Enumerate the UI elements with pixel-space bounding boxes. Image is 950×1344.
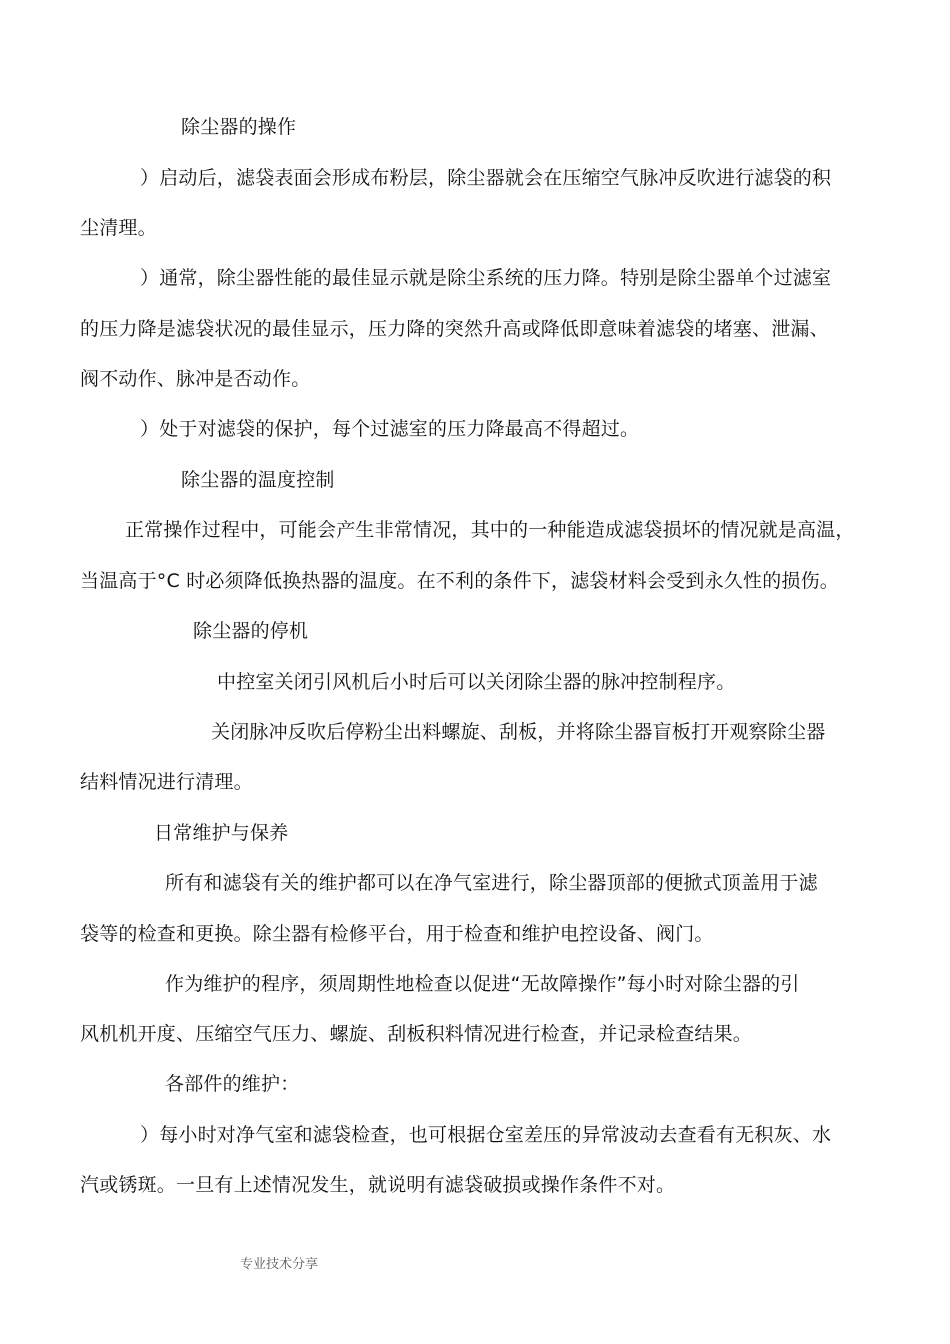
paragraph-line: 当温高于°C 时必须降低换热器的温度。在不利的条件下，滤袋材料会受到永久性的损伤。	[80, 570, 840, 592]
heading-shutdown: 除尘器的停机	[193, 620, 309, 642]
paragraph-line: ）通常，除尘器性能的最佳显示就是除尘系统的压力降。特别是除尘器单个过滤室	[140, 267, 832, 289]
paragraph-line: 汽或锈斑。一旦有上述情况发生，就说明有滤袋破损或操作条件不对。	[80, 1174, 676, 1196]
paragraph-line: 所有和滤袋有关的维护都可以在净气室进行，除尘器顶部的便掀式顶盖用于滤	[165, 872, 818, 894]
paragraph-line: 正常操作过程中，可能会产生非常情况，其中的一种能造成滤袋损坏的情况就是高温，	[125, 519, 855, 541]
heading-operation: 除尘器的操作	[181, 116, 297, 138]
heading-maintenance: 日常维护与保养	[154, 822, 289, 844]
paragraph-line: 阀不动作、脉冲是否动作。	[80, 368, 311, 390]
paragraph-line: 中控室关闭引风机后小时后可以关闭除尘器的脉冲控制程序。	[217, 671, 736, 693]
paragraph-line: 结料情况进行清理。	[80, 771, 253, 793]
paragraph-line: 袋等的检查和更换。除尘器有检修平台，用于检查和维护电控设备、阀门。	[80, 923, 714, 945]
paragraph-line: 的压力降是滤袋状况的最佳显示，压力降的突然升高或降低即意味着滤袋的堵塞、泄漏、	[80, 318, 829, 340]
heading-temperature-control: 除尘器的温度控制	[181, 469, 335, 491]
heading-component-maintenance: 各部件的维护：	[165, 1073, 300, 1095]
paragraph-line: 作为维护的程序，须周期性地检查以促进“无故障操作”每小时对除尘器的引	[165, 973, 800, 995]
page-footer: 专业技术分享	[240, 1257, 319, 1272]
paragraph-line: 关闭脉冲反吹后停粉尘出料螺旋、刮板，并将除尘器盲板打开观察除尘器	[211, 721, 826, 743]
paragraph-line: ）处于对滤袋的保护，每个过滤室的压力降最高不得超过。	[140, 418, 640, 440]
paragraph-line: 尘清理。	[80, 217, 157, 239]
paragraph-line: ）每小时对净气室和滤袋检查，也可根据仓室差压的异常波动去查看有无积灰、水	[140, 1124, 832, 1146]
paragraph-line: ）启动后，滤袋表面会形成布粉层，除尘器就会在压缩空气脉冲反吹进行滤袋的积	[140, 167, 832, 189]
paragraph-line: 风机机开度、压缩空气压力、螺旋、刮板积料情况进行检查，并记录检查结果。	[80, 1023, 753, 1045]
